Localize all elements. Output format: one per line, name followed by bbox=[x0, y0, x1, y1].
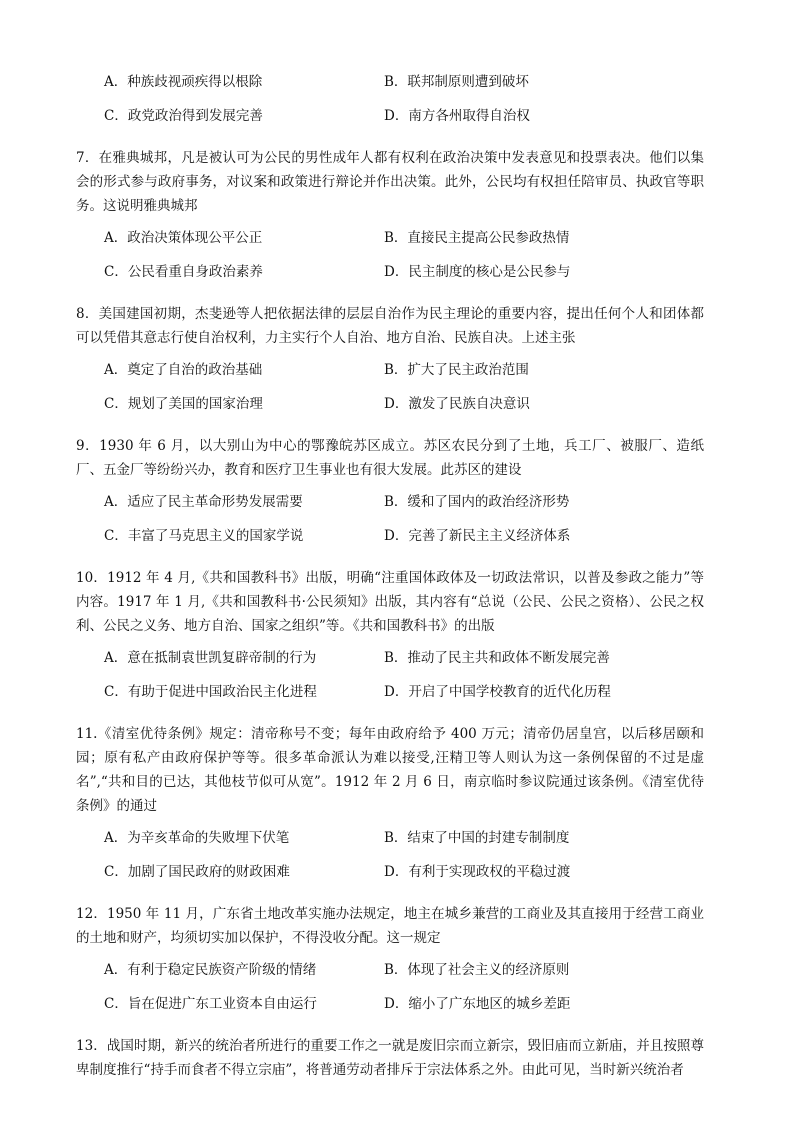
q11-option-a[interactable]: A．为辛亥革命的失败埋下伏笔 bbox=[104, 830, 290, 846]
q9-option-a[interactable]: A．适应了民主革命形势发展需要 bbox=[104, 494, 303, 510]
q11-option-c[interactable]: C．加剧了国民政府的财政困难 bbox=[104, 864, 290, 880]
question-9 bbox=[76, 434, 704, 560]
q7-option-a[interactable]: A．政治决策体现公平公正 bbox=[104, 230, 263, 246]
question-8 bbox=[76, 302, 704, 428]
q9-option-d[interactable]: D．完善了新民主主义经济体系 bbox=[384, 528, 571, 544]
q8-option-d[interactable]: D．激发了民族自决意识 bbox=[384, 396, 530, 412]
question-10 bbox=[76, 566, 704, 716]
q11-options bbox=[76, 828, 704, 896]
question-13 bbox=[76, 1034, 704, 1082]
q10-option-c[interactable]: C．有助于促进中国政治民主化进程 bbox=[104, 684, 317, 700]
question-12 bbox=[76, 902, 704, 1028]
q8-option-a[interactable]: A．奠定了自治的政治基础 bbox=[104, 362, 263, 378]
q12-option-d[interactable]: D．缩小了广东地区的城乡差距 bbox=[384, 996, 571, 1012]
q10-stem: 10．1912 年 4 月,《共和国教科书》出版，明确“注重国体政体及一切政法常识，以普及参政之能力”等内容。1917 年 1 月,《共和国教科书·公民须知》出版，其内容有“总说（公民、公民之资格）、公民之权利、公民之义务、地方自治、国家之组织”等。《共和国教科书》的出版 bbox=[76, 570, 704, 634]
q10-option-b[interactable]: B．推动了民主共和政体不断发展完善 bbox=[384, 650, 610, 666]
q6-option-b[interactable]: B．联邦制原则遭到破坏 bbox=[384, 74, 529, 90]
q7-option-c[interactable]: C．公民看重自身政治素养 bbox=[104, 264, 263, 280]
q6-option-a[interactable]: A．种族歧视顽疾得以根除 bbox=[104, 74, 263, 90]
q7-stem: 7．在雅典城邦，凡是被认可为公民的男性成年人都有权利在政治决策中发表意见和投票表决。他们以集会的形式参与政府事务，对议案和政策进行辩论并作出决策。此外，公民均有权担任陪审员、执政官等职务。这说明雅典城邦 bbox=[76, 150, 704, 214]
q6-option-c[interactable]: C．政党政治得到发展完善 bbox=[104, 108, 263, 124]
q9-options bbox=[76, 492, 704, 560]
question-7 bbox=[76, 146, 704, 296]
q7-option-d[interactable]: D．民主制度的核心是公民参与 bbox=[384, 264, 571, 280]
q8-stem: 8．美国建国初期，杰斐逊等人把依据法律的层层自治作为民主理论的重要内容，提出任何个人和团体都可以凭借其意志行使自治权利，力主实行个人自治、地方自治、民族自决。上述主张 bbox=[76, 306, 704, 346]
q9-option-b[interactable]: B．缓和了国内的政治经济形势 bbox=[384, 494, 570, 510]
q13-stem: 13．战国时期，新兴的统治者所进行的重要工作之一就是废旧宗而立新宗，毁旧庙而立新庙，并且按照尊卑制度推行“持手而食者不得立宗庙”，将普通劳动者排斥于宗法体系之外。由此可见，当时新兴统治者 bbox=[76, 1038, 704, 1078]
q12-option-c[interactable]: C．旨在促进广东工业资本自由运行 bbox=[104, 996, 317, 1012]
q12-stem: 12．1950 年 11 月，广东省土地改革实施办法规定，地主在城乡兼营的工商业及其直接用于经营工商业的土地和财产，均须切实加以保护，不得没收分配。这一规定 bbox=[76, 906, 704, 946]
q8-options bbox=[76, 360, 704, 428]
q11-option-b[interactable]: B．结束了中国的封建专制制度 bbox=[384, 830, 570, 846]
q8-option-c[interactable]: C．规划了美国的国家治理 bbox=[104, 396, 263, 412]
question-11 bbox=[76, 722, 704, 896]
q8-option-b[interactable]: B．扩大了民主政治范围 bbox=[384, 362, 529, 378]
q10-option-a[interactable]: A．意在抵制袁世凯复辟帝制的行为 bbox=[104, 650, 317, 666]
q12-option-b[interactable]: B．体现了社会主义的经济原则 bbox=[384, 962, 570, 978]
q11-stem: 11.《清室优待条例》规定：清帝称号不变；每年由政府给予 400 万元；清帝仍居皇宫，以后移居颐和园；原有私产由政府保护等等。很多革命派认为难以接受,汪精卫等人则认为这一条例保留的不过是虚名”,“共和目的已达，其他枝节似可从宽”。1912 年 2 月 6 日，南京临时参议院通过该条例。《清室优待条例》的通过 bbox=[76, 726, 704, 814]
q10-option-d[interactable]: D．开启了中国学校教育的近代化历程 bbox=[384, 684, 611, 700]
q6-options bbox=[76, 72, 704, 140]
q7-option-b[interactable]: B．直接民主提高公民参政热情 bbox=[384, 230, 570, 246]
q12-option-a[interactable]: A．有利于稳定民族资产阶级的情绪 bbox=[104, 962, 317, 978]
q10-options bbox=[76, 648, 704, 716]
q11-option-d[interactable]: D．有利于实现政权的平稳过渡 bbox=[384, 864, 571, 880]
q12-options bbox=[76, 960, 704, 1028]
q7-options bbox=[76, 228, 704, 296]
q9-stem: 9．1930 年 6 月，以大别山为中心的鄂豫皖苏区成立。苏区农民分到了土地，兵工厂、被服厂、造纸厂、五金厂等纷纷兴办，教育和医疗卫生事业也有很大发展。此苏区的建设 bbox=[76, 438, 704, 478]
q6-option-d[interactable]: D．南方各州取得自治权 bbox=[384, 108, 530, 124]
q9-option-c[interactable]: C．丰富了马克思主义的国家学说 bbox=[104, 528, 304, 544]
